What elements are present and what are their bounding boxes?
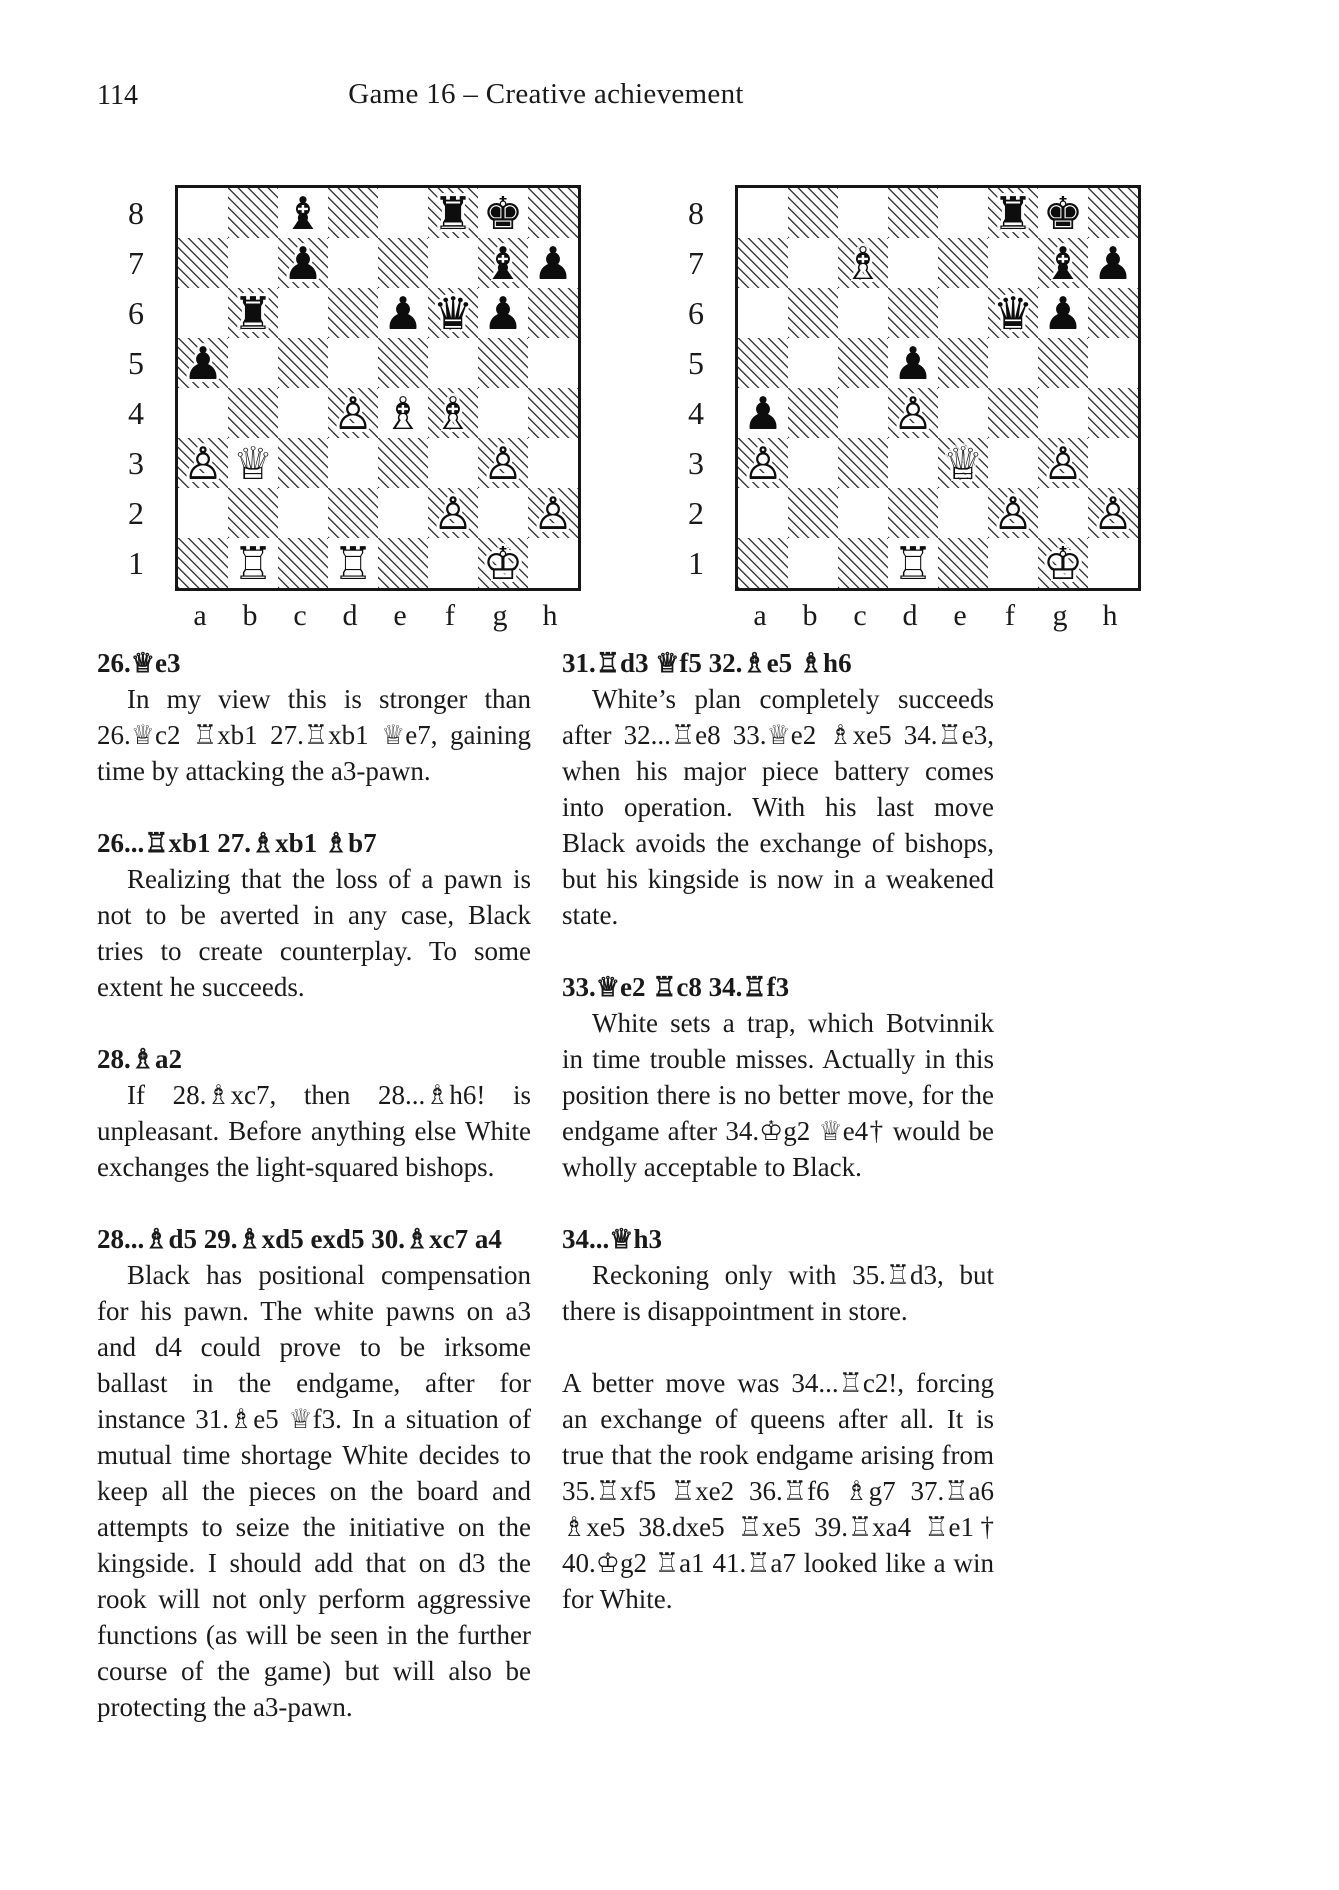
square-h2 [528, 488, 578, 538]
page-number: 114 [97, 80, 138, 111]
square-c6 [838, 288, 888, 338]
square-a7 [738, 238, 788, 288]
square-g3 [478, 438, 528, 488]
square-b7 [228, 238, 278, 288]
square-d6 [328, 288, 378, 338]
black-king-piece: ♚ [482, 188, 524, 238]
file-label: b [802, 599, 818, 632]
move-heading: 31.♖d3 ♕f5 32.♗e5 ♗h6 [562, 648, 852, 678]
square-e4 [378, 388, 428, 438]
black-rook-piece: ♜ [992, 188, 1034, 238]
black-pawn-piece: ♟ [892, 338, 934, 388]
black-pawn-piece: ♟ [532, 238, 574, 288]
square-h2 [1088, 488, 1138, 538]
file-label: b [242, 599, 258, 632]
black-rook-piece: ♜ [432, 188, 474, 238]
square-f8 [988, 188, 1038, 238]
square-f2 [988, 488, 1038, 538]
square-a1 [178, 538, 228, 588]
square-h4 [1088, 388, 1138, 438]
square-c4 [278, 388, 328, 438]
rank-label: 3 [128, 444, 144, 481]
square-c7 [278, 238, 328, 288]
move-heading: 26.♕e3 [97, 648, 181, 678]
square-e1 [938, 538, 988, 588]
rank-label: 1 [688, 544, 704, 581]
square-f4 [428, 388, 478, 438]
square-f1 [428, 538, 478, 588]
square-d2 [328, 488, 378, 538]
square-e8 [378, 188, 428, 238]
square-e6 [938, 288, 988, 338]
square-h1 [1088, 538, 1138, 588]
square-b6 [788, 288, 838, 338]
square-a2 [178, 488, 228, 538]
square-f3 [988, 438, 1038, 488]
file-label: e [953, 599, 967, 632]
square-f3 [428, 438, 478, 488]
square-a8 [738, 188, 788, 238]
square-d1 [888, 538, 938, 588]
square-c5 [838, 338, 888, 388]
move-heading: 28.♗a2 [97, 1044, 182, 1074]
square-b4 [228, 388, 278, 438]
black-queen-piece: ♛ [992, 288, 1034, 338]
white-pawn-piece: ♙ [332, 388, 374, 438]
rank-label: 7 [128, 244, 144, 281]
square-g8 [478, 188, 528, 238]
square-f7 [988, 238, 1038, 288]
square-d3 [328, 438, 378, 488]
square-e2 [938, 488, 988, 538]
square-a3 [738, 438, 788, 488]
white-pawn-piece: ♙ [742, 438, 784, 488]
square-b5 [788, 338, 838, 388]
file-label: d [902, 599, 918, 632]
square-g1 [478, 538, 528, 588]
square-c7 [838, 238, 888, 288]
square-c6 [278, 288, 328, 338]
square-b8 [228, 188, 278, 238]
square-e1 [378, 538, 428, 588]
square-d5 [328, 338, 378, 388]
rank-label: 2 [688, 494, 704, 531]
square-g5 [1038, 338, 1088, 388]
square-c8 [838, 188, 888, 238]
square-d6 [888, 288, 938, 338]
rank-labels [113, 188, 159, 588]
square-b3 [228, 438, 278, 488]
black-pawn-piece: ♟ [382, 288, 424, 338]
square-h7 [1088, 238, 1138, 288]
square-g5 [478, 338, 528, 388]
rank-label: 7 [688, 244, 704, 281]
square-e5 [938, 338, 988, 388]
rank-label: 4 [128, 394, 144, 431]
square-h1 [528, 538, 578, 588]
square-h6 [1088, 288, 1138, 338]
square-e8 [938, 188, 988, 238]
file-labels [175, 599, 581, 633]
white-pawn-piece: ♙ [532, 488, 574, 538]
chess-board [735, 185, 1141, 591]
square-b4 [788, 388, 838, 438]
square-b2 [228, 488, 278, 538]
commentary-paragraph: White’s plan completely succeeds after 32...♖e8 33.♕e2 ♗xe5 34.♖e3, when his major piece battery comes into operation. With his last move Black avoids the exchange of bishops, but his kingside is now in a weakened state. [562, 684, 994, 930]
square-f1 [988, 538, 1038, 588]
square-d8 [328, 188, 378, 238]
chess-board [175, 185, 581, 591]
square-a5 [178, 338, 228, 388]
rank-label: 4 [688, 394, 704, 431]
square-d2 [888, 488, 938, 538]
square-b2 [788, 488, 838, 538]
file-label: a [753, 599, 767, 632]
square-f8 [428, 188, 478, 238]
rank-labels [673, 188, 719, 588]
square-c5 [278, 338, 328, 388]
square-c1 [838, 538, 888, 588]
square-d4 [888, 388, 938, 438]
square-h3 [528, 438, 578, 488]
square-a8 [178, 188, 228, 238]
commentary-paragraph: If 28.♗xc7, then 28...♗h6! is unpleasant. Before anything else White exchanges the light-squared bishops. [97, 1080, 531, 1182]
square-a4 [738, 388, 788, 438]
square-h3 [1088, 438, 1138, 488]
square-b1 [788, 538, 838, 588]
square-f4 [988, 388, 1038, 438]
move-heading: 34...♕h3 [562, 1224, 662, 1254]
square-a5 [738, 338, 788, 388]
black-pawn-piece: ♟ [1092, 238, 1134, 288]
square-e4 [938, 388, 988, 438]
rank-label: 6 [128, 294, 144, 331]
square-e3 [938, 438, 988, 488]
black-king-piece: ♚ [1042, 188, 1084, 238]
commentary-paragraph: White sets a trap, which Botvinnik in time trouble misses. Actually in this position there is no better move, for the endgame after 34.♔g2 ♕e4† would be wholly acceptable to Black. [562, 1008, 994, 1182]
square-g8 [1038, 188, 1088, 238]
file-label: e [393, 599, 407, 632]
commentary-paragraph: Realizing that the loss of a pawn is not to be averted in any case, Black tries to create counterplay. To some extent he succeeds. [97, 864, 531, 1002]
square-g7 [478, 238, 528, 288]
square-g3 [1038, 438, 1088, 488]
file-label: f [1005, 599, 1015, 632]
white-king-piece: ♔ [1042, 538, 1084, 588]
rank-label: 2 [128, 494, 144, 531]
white-bishop-piece: ♗ [432, 388, 474, 438]
chess-diagram-right [688, 185, 1141, 633]
square-f5 [988, 338, 1038, 388]
square-d7 [888, 238, 938, 288]
square-a2 [738, 488, 788, 538]
square-c4 [838, 388, 888, 438]
square-d1 [328, 538, 378, 588]
square-b7 [788, 238, 838, 288]
square-h7 [528, 238, 578, 288]
square-h8 [528, 188, 578, 238]
file-label: h [542, 599, 558, 632]
commentary-paragraph: Black has positional compensation for his pawn. The white pawns on a3 and d4 could prove to be irksome ballast in the endgame, after for instance 31.♗e5 ♕f3. In a situation of mutual time shortage White decides to keep all the pieces on the board and attempts to seize the initiative on the kingside. I should add that on d3 the rook will not only perform aggressive functions (as will be seen in the further course of the game) but will also be protecting the a3-pawn. [97, 1260, 531, 1722]
square-e5 [378, 338, 428, 388]
file-label: c [853, 599, 867, 632]
rank-label: 6 [688, 294, 704, 331]
square-a1 [738, 538, 788, 588]
square-g7 [1038, 238, 1088, 288]
square-c8 [278, 188, 328, 238]
black-pawn-piece: ♟ [182, 338, 224, 388]
square-h5 [528, 338, 578, 388]
square-d8 [888, 188, 938, 238]
square-c3 [838, 438, 888, 488]
square-a3 [178, 438, 228, 488]
square-g2 [1038, 488, 1088, 538]
square-d7 [328, 238, 378, 288]
square-c1 [278, 538, 328, 588]
square-d3 [888, 438, 938, 488]
square-b3 [788, 438, 838, 488]
square-g4 [1038, 388, 1088, 438]
file-label: a [193, 599, 207, 632]
black-pawn-piece: ♟ [282, 238, 324, 288]
white-pawn-piece: ♙ [1092, 488, 1134, 538]
square-e3 [378, 438, 428, 488]
white-king-piece: ♔ [482, 538, 524, 588]
file-label: c [293, 599, 307, 632]
rank-label: 5 [688, 344, 704, 381]
square-g4 [478, 388, 528, 438]
text-column-left [97, 645, 531, 1725]
square-c2 [278, 488, 328, 538]
move-heading: 33.♕e2 ♖c8 34.♖f3 [562, 972, 790, 1002]
square-g6 [1038, 288, 1088, 338]
square-a6 [178, 288, 228, 338]
square-a7 [178, 238, 228, 288]
black-bishop-piece: ♝ [482, 238, 524, 288]
rank-label: 5 [128, 344, 144, 381]
file-label: f [445, 599, 455, 632]
square-h8 [1088, 188, 1138, 238]
black-pawn-piece: ♟ [742, 388, 784, 438]
black-bishop-piece: ♝ [1042, 238, 1084, 288]
black-pawn-piece: ♟ [1042, 288, 1084, 338]
black-bishop-piece: ♝ [282, 188, 324, 238]
square-e7 [938, 238, 988, 288]
white-rook-piece: ♖ [232, 538, 274, 588]
commentary-paragraph: In my view this is stronger than 26.♕c2 ♖xb1 27.♖xb1 ♕e7, gaining time by attacking the a3-pawn. [97, 684, 531, 786]
rank-label: 8 [688, 194, 704, 231]
white-pawn-piece: ♙ [432, 488, 474, 538]
file-label: g [1052, 599, 1068, 632]
file-label: h [1102, 599, 1118, 632]
white-rook-piece: ♖ [332, 538, 374, 588]
rank-label: 3 [688, 444, 704, 481]
black-pawn-piece: ♟ [482, 288, 524, 338]
black-rook-piece: ♜ [232, 288, 274, 338]
page-title: Game 16 – Creative achievement [348, 78, 744, 110]
file-labels [735, 599, 1141, 633]
text-column-right [562, 645, 994, 1617]
commentary-paragraph: A better move was 34...♖c2!, forcing an exchange of queens after all. It is true that the rook endgame arising from 35.♖xf5 ♖xe2 36.♖f6 ♗g7 37.♖a6 ♗xe5 38.dxe5 ♖xe5 39.♖xa4 ♖e1† 40.♔g2 ♖a1 41.♖a7 looked like a win for White. [562, 1368, 994, 1614]
rank-label: 8 [128, 194, 144, 231]
commentary-paragraph: Reckoning only with 35.♖d3, but there is disappointment in store. [562, 1260, 994, 1326]
square-f7 [428, 238, 478, 288]
white-queen-piece: ♕ [232, 438, 274, 488]
white-bishop-piece: ♗ [382, 388, 424, 438]
square-e6 [378, 288, 428, 338]
square-g6 [478, 288, 528, 338]
square-h4 [528, 388, 578, 438]
chess-diagram-left [128, 185, 581, 633]
square-e2 [378, 488, 428, 538]
square-h5 [1088, 338, 1138, 388]
square-a6 [738, 288, 788, 338]
square-c3 [278, 438, 328, 488]
square-f5 [428, 338, 478, 388]
black-queen-piece: ♛ [432, 288, 474, 338]
square-b5 [228, 338, 278, 388]
file-label: g [492, 599, 508, 632]
white-rook-piece: ♖ [892, 538, 934, 588]
white-pawn-piece: ♙ [992, 488, 1034, 538]
square-b1 [228, 538, 278, 588]
rank-label: 1 [128, 544, 144, 581]
file-label: d [342, 599, 358, 632]
square-e7 [378, 238, 428, 288]
white-bishop-piece: ♗ [842, 238, 884, 288]
square-c2 [838, 488, 888, 538]
square-d4 [328, 388, 378, 438]
square-a4 [178, 388, 228, 438]
white-pawn-piece: ♙ [482, 438, 524, 488]
white-pawn-piece: ♙ [892, 388, 934, 438]
square-b6 [228, 288, 278, 338]
square-f2 [428, 488, 478, 538]
move-heading: 28...♗d5 29.♗xd5 exd5 30.♗xc7 a4 [97, 1224, 502, 1254]
square-b8 [788, 188, 838, 238]
white-pawn-piece: ♙ [1042, 438, 1084, 488]
move-heading: 26...♖xb1 27.♗xb1 ♗b7 [97, 828, 377, 858]
square-g2 [478, 488, 528, 538]
square-g1 [1038, 538, 1088, 588]
square-h6 [528, 288, 578, 338]
square-d5 [888, 338, 938, 388]
square-f6 [988, 288, 1038, 338]
white-queen-piece: ♕ [942, 438, 984, 488]
square-f6 [428, 288, 478, 338]
white-pawn-piece: ♙ [182, 438, 224, 488]
